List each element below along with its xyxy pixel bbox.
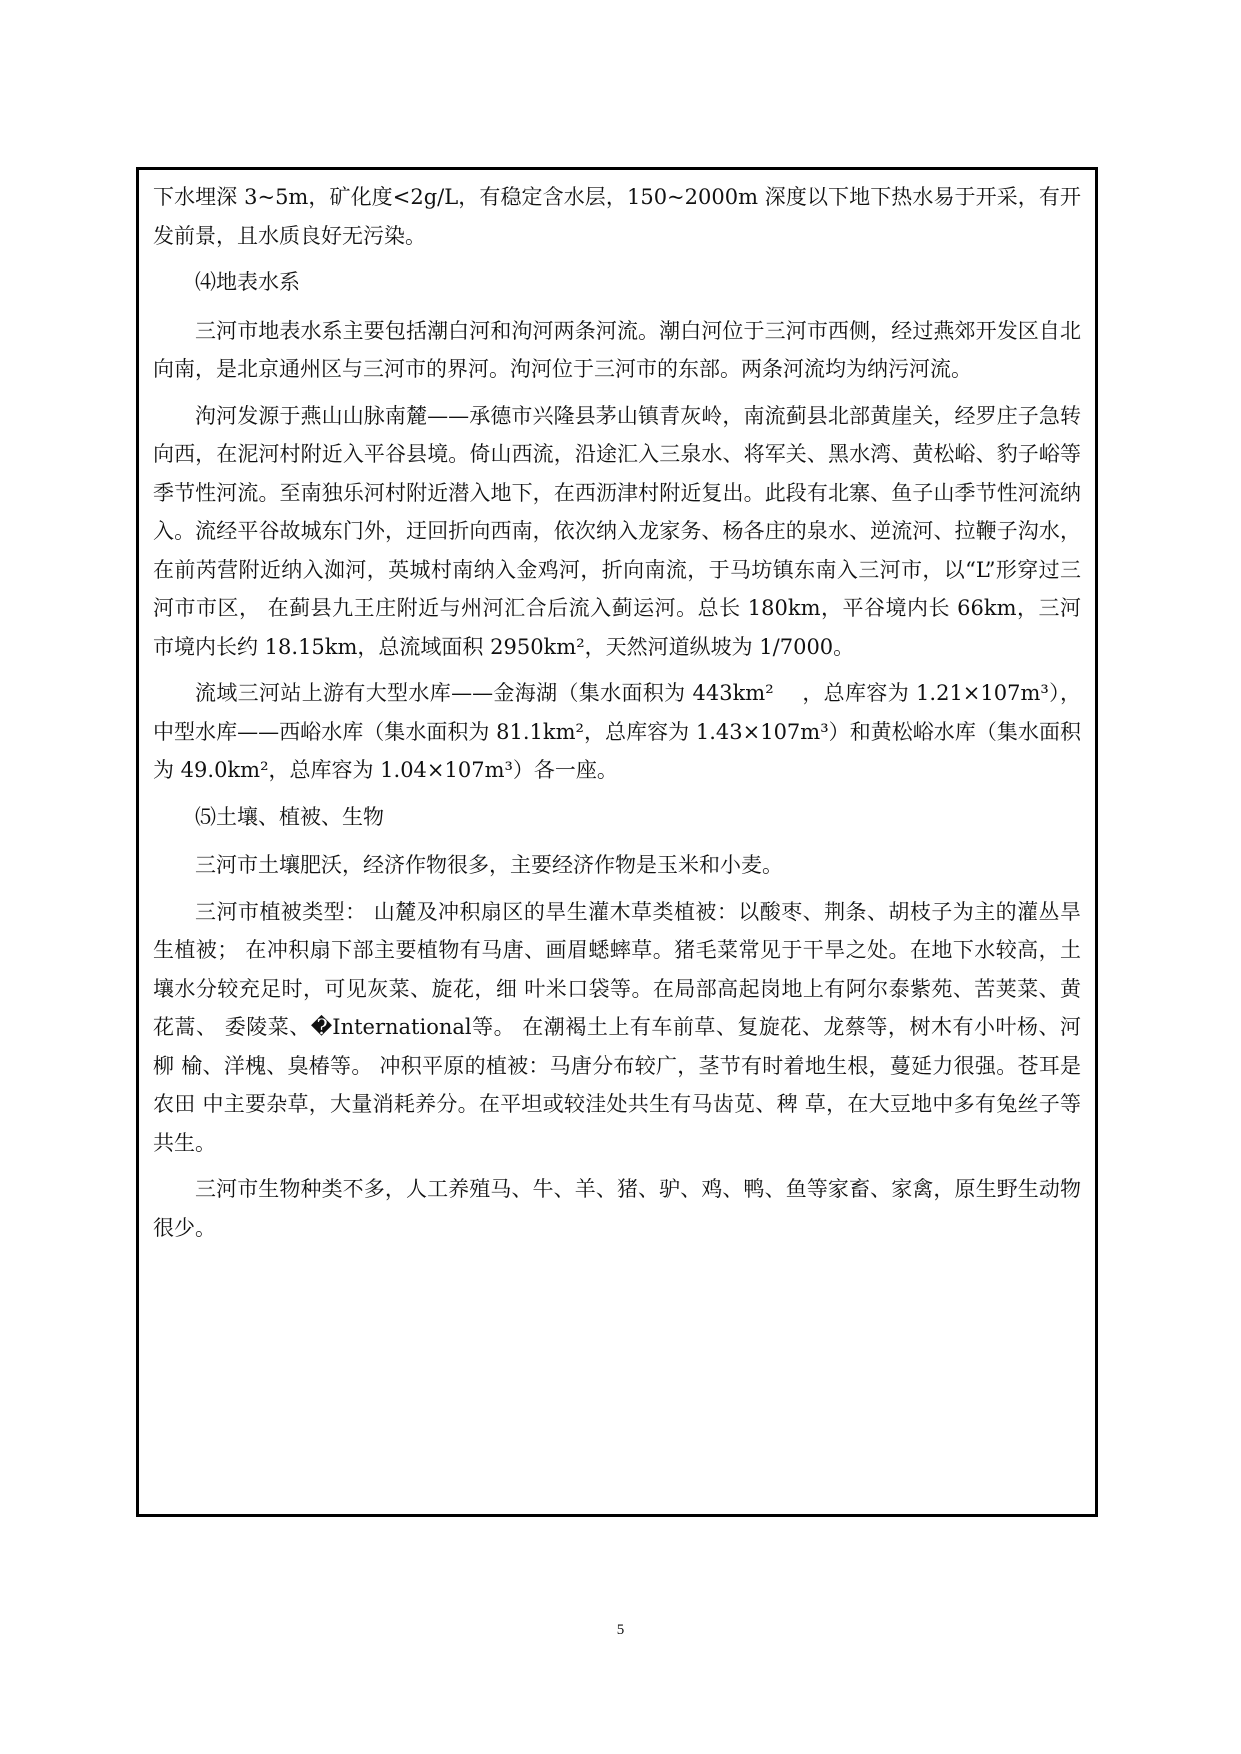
paragraph-vegetation: 三河市植被类型： 山麓及冲积扇区的旱生灌木草类植被：以酸枣、荆条、胡枝子为主的灌丛旱生植被； 在冲积扇下部主要植物有马唐、画眉蟋蟀草。猪毛菜常见于干旱之处。在地下水较高，土壤水分较充足时，可见灰菜、旋花，细 叶米口袋等。在局部高起岗地上有阿尔泰紫苑、苦荚菜、黄花蒿、 委陵菜、�International等。 在潮褐土上有车前草、复旋花、龙蔡等，树木有小叶杨、河柳 榆、洋槐、臭椿等。 冲积平原的植被：马唐分布较广，茎节有时着地生根，蔓延力很强。苍耳是农田 中主要杂草，大量消耗养分。在平坦或较洼处共生有马齿苋、稗 草，在大豆地中多有兔丝子等共生。 bbox=[153, 899, 1081, 1155]
page-number: 5 bbox=[616, 1622, 625, 1638]
content-frame bbox=[136, 167, 1098, 1517]
paragraph-groundwater: 下水埋深 3~5m，矿化度<2g/L，有稳定含水层，150~2000m 深度以下地下热水易于开采，有开发前景，且水质良好无污染。 bbox=[153, 185, 1081, 248]
paragraph-reservoirs: 流域三河站上游有大型水库——金海湖（集水面积为 443km² ，总库容为 1.21×107m³），中型水库——西峪水库（集水面积为 81.1km²，总库容为 1.43×107m³）和黄松峪水库（集水面积为 49.0km²，总库容为 1.04×107m³）各一座。 bbox=[153, 681, 1081, 782]
section-heading-surface-water: ⑷地表水系 bbox=[195, 270, 300, 294]
section-heading-soil-vegetation: ⑸土壤、植被、生物 bbox=[195, 804, 384, 829]
paragraph-ju-river: 泃河发源于燕山山脉南麓——承德市兴隆县茅山镇青灰岭，南流蓟县北部黄崖关，经罗庄子急转向西，在泥河村附近入平谷县境。倚山西流，沿途汇入三泉水、将军关、黑水湾、黄松峪、豹子峪等季节性河流。至南独乐河村附近潜入地下，在西沥津村附近复出。此段有北寨、鱼子山季节性河流纳入。流经平谷故城东门外，迂回折向西南，依次纳入龙家务、杨各庄的泉水、逆流河、拉鞭子沟水，在前芮营附近纳入洳河，英城村南纳入金鸡河，折向南流，于马坊镇东南入三河市，以“L”形穿过三河市市区， 在蓟县九王庄附近与州河汇合后流入蓟运河。总长 180km，平谷境内长 66km，三河市境内长约 18.15km，总流域面积 2950km²，天然河道纵坡为 1/7000。 bbox=[153, 403, 1081, 659]
paragraph-wildlife: 三河市生物种类不多，人工养殖马、牛、羊、猪、驴、鸡、鸭、鱼等家畜、家禽，原生野生动物很少。 bbox=[153, 1177, 1081, 1240]
document-body bbox=[153, 178, 1081, 1247]
paragraph-soil: 三河市土壤肥沃，经济作物很多，主要经济作物是玉米和小麦。 bbox=[195, 853, 783, 877]
paragraph-surface-water: 三河市地表水系主要包括潮白河和泃河两条河流。潮白河位于三河市西侧，经过燕郊开发区自北向南，是北京通州区与三河市的界河。泃河位于三河市的东部。两条河流均为纳污河流。 bbox=[153, 318, 1081, 381]
